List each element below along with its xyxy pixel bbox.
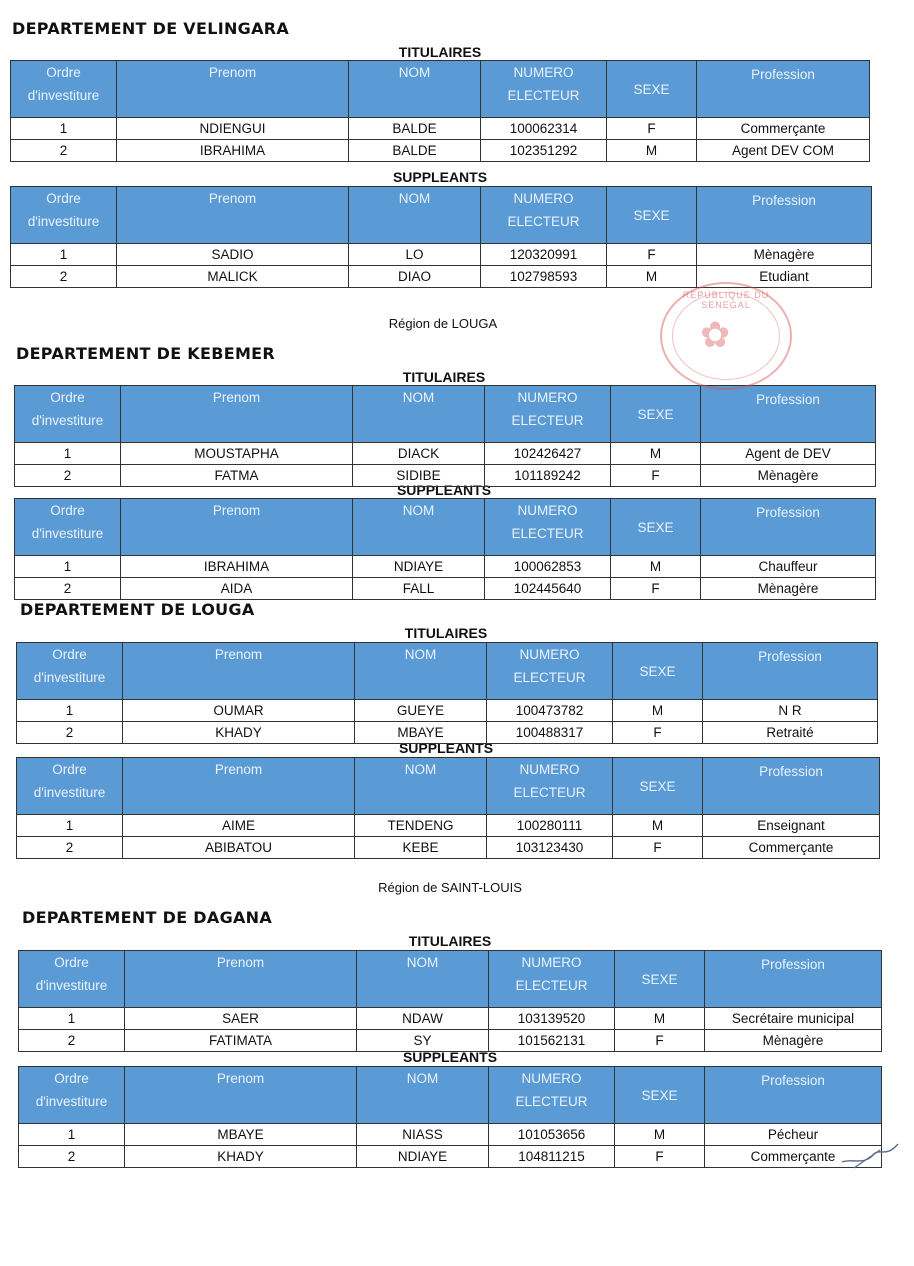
- region-label: Région de SAINT-LOUIS: [378, 880, 522, 895]
- cell-profession: Chauffeur: [701, 556, 876, 578]
- cell-profession: Mènagère: [701, 465, 876, 487]
- header-profession: Profession: [701, 386, 876, 443]
- candidates-table: [14, 498, 876, 600]
- header-prenom: Prenom: [123, 758, 355, 815]
- cell-ordre: 1: [19, 1124, 125, 1146]
- header-profession: Profession: [701, 499, 876, 556]
- cell-prenom: SADIO: [117, 244, 349, 266]
- cell-sexe: M: [613, 815, 703, 837]
- header-prenom: Prenom: [121, 386, 353, 443]
- cell-prenom: NDIENGUI: [117, 118, 349, 140]
- cell-nom: DIACK: [353, 443, 485, 465]
- header-sexe: SEXE: [613, 758, 703, 815]
- cell-numero: 104811215: [489, 1146, 615, 1168]
- header-sexe: SEXE: [611, 386, 701, 443]
- cell-sexe: F: [615, 1146, 705, 1168]
- header-nom: NOM: [355, 758, 487, 815]
- table-header-row: [19, 1067, 882, 1124]
- cell-prenom: IBRAHIMA: [117, 140, 349, 162]
- table-header-row: [15, 499, 876, 556]
- section-titulaires-label: TITULAIRES: [402, 369, 486, 385]
- table-header-row: [17, 758, 880, 815]
- cell-ordre: 1: [11, 244, 117, 266]
- cell-sexe: F: [611, 465, 701, 487]
- cell-sexe: F: [611, 578, 701, 600]
- cell-nom: GUEYE: [355, 700, 487, 722]
- header-sexe: SEXE: [611, 499, 701, 556]
- cell-profession: Commerçante: [697, 118, 870, 140]
- table-row: [15, 556, 876, 578]
- cell-nom: NDAW: [357, 1008, 489, 1030]
- cell-ordre: 1: [17, 700, 123, 722]
- cell-sexe: M: [615, 1124, 705, 1146]
- cell-nom: NDIAYE: [353, 556, 485, 578]
- cell-prenom: OUMAR: [123, 700, 355, 722]
- section-titulaires-label: TITULAIRES: [398, 44, 482, 60]
- cell-nom: LO: [349, 244, 481, 266]
- table-header-row: [19, 951, 882, 1008]
- cell-numero: 102798593: [481, 266, 607, 288]
- section-titulaires-label: TITULAIRES: [408, 933, 492, 949]
- section-suppleants-label: SUPPLEANTS: [392, 169, 488, 185]
- cell-ordre: 1: [15, 443, 121, 465]
- table-row: [17, 837, 880, 859]
- cell-sexe: M: [607, 140, 697, 162]
- header-numero: NUMERO ELECTEUR: [487, 758, 613, 815]
- cell-profession: Agent de DEV: [701, 443, 876, 465]
- header-profession: Profession: [703, 758, 880, 815]
- cell-sexe: F: [613, 837, 703, 859]
- cell-nom: SIDIBE: [353, 465, 485, 487]
- candidates-table: [14, 385, 876, 487]
- header-numero: NUMERO ELECTEUR: [489, 951, 615, 1008]
- table-row: [19, 1146, 882, 1168]
- table-row: [19, 1008, 882, 1030]
- cell-profession: Mènagère: [701, 578, 876, 600]
- cell-nom: NIASS: [357, 1124, 489, 1146]
- header-profession: Profession: [697, 187, 872, 244]
- cell-profession: Secrétaire municipal: [705, 1008, 882, 1030]
- stamp-text: REPUBLIQUE DU SENEGAL: [682, 290, 770, 310]
- cell-nom: TENDENG: [355, 815, 487, 837]
- cell-profession: Mènagère: [705, 1030, 882, 1052]
- cell-profession: Mènagère: [697, 244, 872, 266]
- cell-profession: Etudiant: [697, 266, 872, 288]
- header-nom: NOM: [357, 951, 489, 1008]
- cell-ordre: 1: [19, 1008, 125, 1030]
- cell-ordre: 2: [15, 465, 121, 487]
- cell-ordre: 2: [19, 1030, 125, 1052]
- official-stamp: [660, 282, 792, 390]
- header-sexe: SEXE: [607, 61, 697, 118]
- table-row: [17, 700, 878, 722]
- cell-prenom: SAER: [125, 1008, 357, 1030]
- header-sexe: SEXE: [615, 951, 705, 1008]
- cell-sexe: F: [607, 244, 697, 266]
- table-row: [11, 140, 870, 162]
- header-prenom: Prenom: [125, 1067, 357, 1124]
- cell-sexe: F: [607, 118, 697, 140]
- table-row: [15, 443, 876, 465]
- header-profession: Profession: [705, 1067, 882, 1124]
- cell-ordre: 2: [11, 266, 117, 288]
- cell-nom: BALDE: [349, 118, 481, 140]
- header-ordre: Ordre d'investiture: [19, 1067, 125, 1124]
- cell-numero: 100280111: [487, 815, 613, 837]
- cell-numero: 100473782: [487, 700, 613, 722]
- cell-numero: 100488317: [487, 722, 613, 744]
- header-prenom: Prenom: [121, 499, 353, 556]
- table-row: [11, 118, 870, 140]
- header-ordre: Ordre d'investiture: [11, 187, 117, 244]
- cell-numero: 102426427: [485, 443, 611, 465]
- candidates-table: [18, 950, 882, 1052]
- cell-ordre: 2: [15, 578, 121, 600]
- header-prenom: Prenom: [123, 643, 355, 700]
- cell-profession: Agent DEV COM: [697, 140, 870, 162]
- header-numero: NUMERO ELECTEUR: [485, 386, 611, 443]
- table-row: [11, 244, 872, 266]
- cell-prenom: MALICK: [117, 266, 349, 288]
- header-profession: Profession: [703, 643, 878, 700]
- cell-prenom: ABIBATOU: [123, 837, 355, 859]
- table-header-row: [11, 187, 872, 244]
- section-suppleants-label: SUPPLEANTS: [396, 482, 492, 498]
- cell-nom: BALDE: [349, 140, 481, 162]
- cell-sexe: M: [611, 556, 701, 578]
- department-title: DEPARTEMENT DE KEBEMER: [16, 344, 276, 363]
- header-nom: NOM: [353, 499, 485, 556]
- header-prenom: Prenom: [117, 187, 349, 244]
- cell-profession: Commerçante: [703, 837, 880, 859]
- header-profession: Profession: [697, 61, 870, 118]
- header-ordre: Ordre d'investiture: [15, 386, 121, 443]
- header-numero: NUMERO ELECTEUR: [489, 1067, 615, 1124]
- cell-nom: NDIAYE: [357, 1146, 489, 1168]
- cell-nom: FALL: [353, 578, 485, 600]
- header-ordre: Ordre d'investiture: [17, 758, 123, 815]
- cell-numero: 103123430: [487, 837, 613, 859]
- header-ordre: Ordre d'investiture: [17, 643, 123, 700]
- header-nom: NOM: [349, 61, 481, 118]
- section-suppleants-label: SUPPLEANTS: [398, 740, 494, 756]
- header-ordre: Ordre d'investiture: [19, 951, 125, 1008]
- candidates-table: [18, 1066, 882, 1168]
- department-title: DEPARTEMENT DE LOUGA: [20, 600, 255, 619]
- cell-numero: 120320991: [481, 244, 607, 266]
- table-row: [15, 465, 876, 487]
- header-ordre: Ordre d'investiture: [15, 499, 121, 556]
- cell-numero: 102445640: [485, 578, 611, 600]
- cell-prenom: FATMA: [121, 465, 353, 487]
- candidates-table: [10, 60, 870, 162]
- cell-ordre: 2: [17, 837, 123, 859]
- cell-prenom: KHADY: [123, 722, 355, 744]
- cell-prenom: KHADY: [125, 1146, 357, 1168]
- table-row: [19, 1124, 882, 1146]
- table-row: [17, 722, 878, 744]
- baobab-tree-icon: ✿: [700, 314, 731, 355]
- table-header-row: [17, 643, 878, 700]
- header-prenom: Prenom: [117, 61, 349, 118]
- table-row: [15, 578, 876, 600]
- candidates-table: [16, 757, 880, 859]
- table-row: [19, 1030, 882, 1052]
- header-nom: NOM: [355, 643, 487, 700]
- signature-mark: [840, 1140, 900, 1170]
- cell-ordre: 2: [19, 1146, 125, 1168]
- cell-profession: Pécheur: [705, 1124, 882, 1146]
- candidates-table: [16, 642, 878, 744]
- cell-nom: MBAYE: [355, 722, 487, 744]
- section-suppleants-label: SUPPLEANTS: [402, 1049, 498, 1065]
- cell-sexe: M: [613, 700, 703, 722]
- table-header-row: [11, 61, 870, 118]
- cell-numero: 101053656: [489, 1124, 615, 1146]
- cell-nom: SY: [357, 1030, 489, 1052]
- table-header-row: [15, 386, 876, 443]
- header-profession: Profession: [705, 951, 882, 1008]
- header-ordre: Ordre d'investiture: [11, 61, 117, 118]
- cell-prenom: FATIMATA: [125, 1030, 357, 1052]
- cell-ordre: 2: [17, 722, 123, 744]
- header-numero: NUMERO ELECTEUR: [485, 499, 611, 556]
- cell-prenom: MBAYE: [125, 1124, 357, 1146]
- cell-sexe: M: [607, 266, 697, 288]
- cell-sexe: F: [613, 722, 703, 744]
- header-nom: NOM: [349, 187, 481, 244]
- header-numero: NUMERO ELECTEUR: [487, 643, 613, 700]
- cell-numero: 102351292: [481, 140, 607, 162]
- cell-numero: 100062314: [481, 118, 607, 140]
- cell-numero: 100062853: [485, 556, 611, 578]
- cell-prenom: IBRAHIMA: [121, 556, 353, 578]
- cell-profession: Commerçante: [705, 1146, 882, 1168]
- candidates-table: [10, 186, 872, 288]
- region-label: Région de LOUGA: [388, 316, 498, 331]
- cell-prenom: MOUSTAPHA: [121, 443, 353, 465]
- cell-numero: 101562131: [489, 1030, 615, 1052]
- cell-numero: 101189242: [485, 465, 611, 487]
- header-prenom: Prenom: [125, 951, 357, 1008]
- header-sexe: SEXE: [615, 1067, 705, 1124]
- cell-numero: 103139520: [489, 1008, 615, 1030]
- header-nom: NOM: [357, 1067, 489, 1124]
- cell-profession: Retraité: [703, 722, 878, 744]
- cell-ordre: 1: [17, 815, 123, 837]
- header-nom: NOM: [353, 386, 485, 443]
- cell-prenom: AIME: [123, 815, 355, 837]
- cell-ordre: 1: [11, 118, 117, 140]
- department-title: DEPARTEMENT DE VELINGARA: [12, 19, 290, 38]
- cell-ordre: 1: [15, 556, 121, 578]
- cell-sexe: M: [615, 1008, 705, 1030]
- header-sexe: SEXE: [613, 643, 703, 700]
- department-title: DEPARTEMENT DE DAGANA: [22, 908, 273, 927]
- cell-ordre: 2: [11, 140, 117, 162]
- header-numero: NUMERO ELECTEUR: [481, 61, 607, 118]
- table-row: [17, 815, 880, 837]
- header-sexe: SEXE: [607, 187, 697, 244]
- header-numero: NUMERO ELECTEUR: [481, 187, 607, 244]
- cell-sexe: F: [615, 1030, 705, 1052]
- cell-nom: DIAO: [349, 266, 481, 288]
- cell-profession: N R: [703, 700, 878, 722]
- section-titulaires-label: TITULAIRES: [404, 625, 488, 641]
- cell-nom: KEBE: [355, 837, 487, 859]
- cell-sexe: M: [611, 443, 701, 465]
- cell-prenom: AIDA: [121, 578, 353, 600]
- cell-profession: Enseignant: [703, 815, 880, 837]
